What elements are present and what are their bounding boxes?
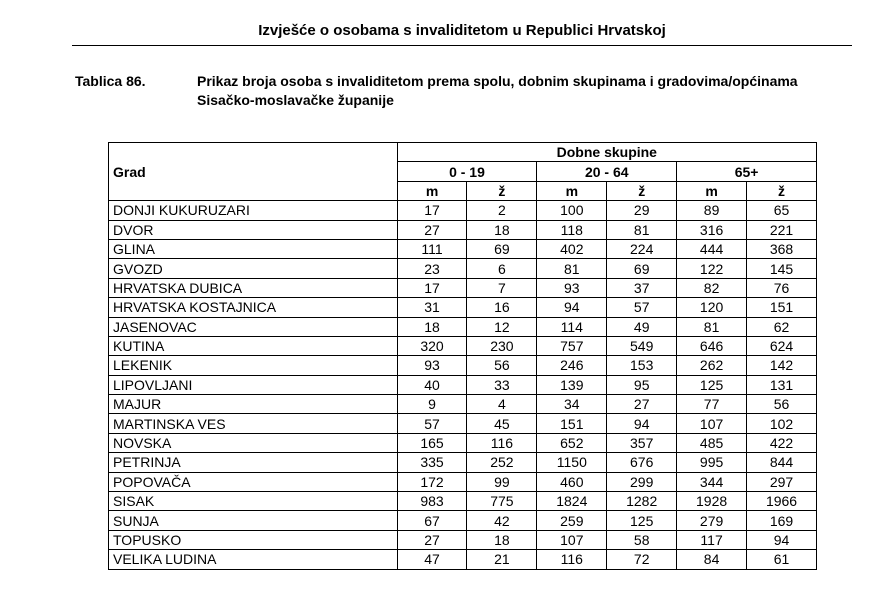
cell-value: 344: [677, 472, 747, 491]
cell-value: 1966: [747, 492, 817, 511]
cell-value: 1928: [677, 492, 747, 511]
cell-grad: MARTINSKA VES: [109, 414, 398, 433]
cell-value: 246: [537, 356, 607, 375]
cell-grad: KUTINA: [109, 336, 398, 355]
cell-value: 17: [397, 201, 467, 220]
cell-value: 549: [607, 336, 677, 355]
cell-value: 142: [747, 356, 817, 375]
table-number: Tablica 86.: [75, 73, 146, 89]
cell-value: 646: [677, 336, 747, 355]
cell-value: 1282: [607, 492, 677, 511]
sex-header: m: [537, 181, 607, 200]
cell-value: 47: [397, 550, 467, 569]
cell-value: 299: [607, 472, 677, 491]
table-row: [109, 201, 817, 220]
cell-value: 23: [397, 259, 467, 278]
cell-value: 151: [747, 298, 817, 317]
cell-value: 230: [467, 336, 537, 355]
cell-value: 368: [747, 239, 817, 258]
cell-value: 7: [467, 278, 537, 297]
cell-value: 485: [677, 433, 747, 452]
cell-value: 131: [747, 375, 817, 394]
table-row: [109, 259, 817, 278]
cell-value: 757: [537, 336, 607, 355]
cell-value: 102: [747, 414, 817, 433]
table-row: [109, 433, 817, 452]
cell-value: 89: [677, 201, 747, 220]
cell-value: 27: [607, 395, 677, 414]
cell-value: 18: [467, 530, 537, 549]
cell-value: 56: [747, 395, 817, 414]
cell-value: 40: [397, 375, 467, 394]
table-row: [109, 336, 817, 355]
cell-grad: LEKENIK: [109, 356, 398, 375]
cell-value: 81: [677, 317, 747, 336]
table-row: [109, 356, 817, 375]
cell-value: 107: [677, 414, 747, 433]
cell-value: 65: [747, 201, 817, 220]
cell-value: 17: [397, 278, 467, 297]
cell-value: 221: [747, 220, 817, 239]
cell-value: 145: [747, 259, 817, 278]
table-body: [109, 201, 817, 569]
cell-grad: NOVSKA: [109, 433, 398, 452]
cell-value: 21: [467, 550, 537, 569]
cell-value: 9: [397, 395, 467, 414]
cell-value: 652: [537, 433, 607, 452]
table-row: [109, 239, 817, 258]
cell-value: 94: [537, 298, 607, 317]
cell-value: 422: [747, 433, 817, 452]
column-group-header: Dobne skupine: [397, 143, 816, 162]
cell-value: 18: [467, 220, 537, 239]
cell-value: 57: [397, 414, 467, 433]
cell-grad: HRVATSKA DUBICA: [109, 278, 398, 297]
document-header: Izvješće o osobama s invaliditetom u Republici Hrvatskoj: [72, 22, 852, 46]
cell-value: 116: [467, 433, 537, 452]
cell-value: 444: [677, 239, 747, 258]
cell-grad: GLINA: [109, 239, 398, 258]
cell-value: 122: [677, 259, 747, 278]
cell-value: 624: [747, 336, 817, 355]
cell-value: 844: [747, 453, 817, 472]
cell-value: 125: [607, 511, 677, 530]
table-row: [109, 317, 817, 336]
cell-grad: GVOZD: [109, 259, 398, 278]
cell-grad: DVOR: [109, 220, 398, 239]
cell-value: 402: [537, 239, 607, 258]
cell-value: 49: [607, 317, 677, 336]
cell-value: 37: [607, 278, 677, 297]
cell-value: 16: [467, 298, 537, 317]
table-row: [109, 278, 817, 297]
table-caption-text: [197, 72, 837, 110]
table-row: [109, 472, 817, 491]
data-table: [108, 142, 817, 570]
cell-value: 93: [397, 356, 467, 375]
cell-grad: HRVATSKA KOSTAJNICA: [109, 298, 398, 317]
cell-value: 1824: [537, 492, 607, 511]
cell-value: 460: [537, 472, 607, 491]
cell-value: 27: [397, 530, 467, 549]
cell-grad: POPOVAČA: [109, 472, 398, 491]
column-header-grad: Grad: [109, 143, 398, 201]
cell-value: 983: [397, 492, 467, 511]
cell-value: 61: [747, 550, 817, 569]
caption-line-1: Prikaz broja osoba s invaliditetom prema spolu, dobnim skupinama i gradovima/općinama: [197, 73, 798, 89]
table-row: [109, 453, 817, 472]
cell-grad: PETRINJA: [109, 453, 398, 472]
cell-value: 335: [397, 453, 467, 472]
cell-value: 357: [607, 433, 677, 452]
cell-value: 151: [537, 414, 607, 433]
sex-header: m: [677, 181, 747, 200]
cell-value: 279: [677, 511, 747, 530]
sex-header: m: [397, 181, 467, 200]
cell-value: 56: [467, 356, 537, 375]
table-row: [109, 375, 817, 394]
cell-value: 169: [747, 511, 817, 530]
cell-value: 1150: [537, 453, 607, 472]
cell-value: 69: [607, 259, 677, 278]
table-row: [109, 298, 817, 317]
cell-value: 77: [677, 395, 747, 414]
cell-value: 76: [747, 278, 817, 297]
cell-value: 31: [397, 298, 467, 317]
cell-value: 117: [677, 530, 747, 549]
cell-value: 114: [537, 317, 607, 336]
cell-value: 81: [607, 220, 677, 239]
cell-value: 45: [467, 414, 537, 433]
cell-value: 316: [677, 220, 747, 239]
cell-value: 94: [607, 414, 677, 433]
cell-value: 72: [607, 550, 677, 569]
cell-value: 676: [607, 453, 677, 472]
cell-value: 165: [397, 433, 467, 452]
cell-value: 125: [677, 375, 747, 394]
cell-grad: MAJUR: [109, 395, 398, 414]
cell-value: 153: [607, 356, 677, 375]
cell-grad: TOPUSKO: [109, 530, 398, 549]
table-row: [109, 395, 817, 414]
cell-value: 120: [677, 298, 747, 317]
cell-value: 94: [747, 530, 817, 549]
cell-value: 93: [537, 278, 607, 297]
cell-value: 116: [537, 550, 607, 569]
cell-value: 34: [537, 395, 607, 414]
table-row: [109, 530, 817, 549]
cell-value: 81: [537, 259, 607, 278]
cell-value: 139: [537, 375, 607, 394]
cell-value: 2: [467, 201, 537, 220]
cell-grad: VELIKA LUDINA: [109, 550, 398, 569]
cell-value: 62: [747, 317, 817, 336]
cell-value: 262: [677, 356, 747, 375]
age-group-header: 20 - 64: [537, 162, 677, 181]
cell-grad: JASENOVAC: [109, 317, 398, 336]
cell-grad: DONJI KUKURUZARI: [109, 201, 398, 220]
table-row: [109, 414, 817, 433]
age-group-header: 65+: [677, 162, 817, 181]
cell-value: 252: [467, 453, 537, 472]
cell-value: 33: [467, 375, 537, 394]
cell-value: 111: [397, 239, 467, 258]
cell-value: 224: [607, 239, 677, 258]
cell-grad: LIPOVLJANI: [109, 375, 398, 394]
cell-value: 82: [677, 278, 747, 297]
cell-value: 58: [607, 530, 677, 549]
cell-value: 100: [537, 201, 607, 220]
cell-value: 29: [607, 201, 677, 220]
table-row: [109, 492, 817, 511]
sex-header: ž: [747, 181, 817, 200]
cell-value: 172: [397, 472, 467, 491]
cell-value: 297: [747, 472, 817, 491]
cell-grad: SUNJA: [109, 511, 398, 530]
cell-value: 107: [537, 530, 607, 549]
cell-value: 118: [537, 220, 607, 239]
table-row: [109, 511, 817, 530]
cell-value: 67: [397, 511, 467, 530]
caption-line-2: Sisačko-moslavačke županije: [197, 92, 394, 108]
cell-value: 99: [467, 472, 537, 491]
cell-value: 57: [607, 298, 677, 317]
cell-value: 995: [677, 453, 747, 472]
cell-value: 320: [397, 336, 467, 355]
table-row: [109, 220, 817, 239]
cell-value: 27: [397, 220, 467, 239]
cell-value: 84: [677, 550, 747, 569]
table-row: [109, 550, 817, 569]
cell-grad: SISAK: [109, 492, 398, 511]
cell-value: 775: [467, 492, 537, 511]
cell-value: 42: [467, 511, 537, 530]
cell-value: 259: [537, 511, 607, 530]
cell-value: 6: [467, 259, 537, 278]
cell-value: 69: [467, 239, 537, 258]
cell-value: 18: [397, 317, 467, 336]
cell-value: 4: [467, 395, 537, 414]
cell-value: 95: [607, 375, 677, 394]
sex-header: ž: [607, 181, 677, 200]
cell-value: 12: [467, 317, 537, 336]
sex-header: ž: [467, 181, 537, 200]
age-group-header: 0 - 19: [397, 162, 537, 181]
